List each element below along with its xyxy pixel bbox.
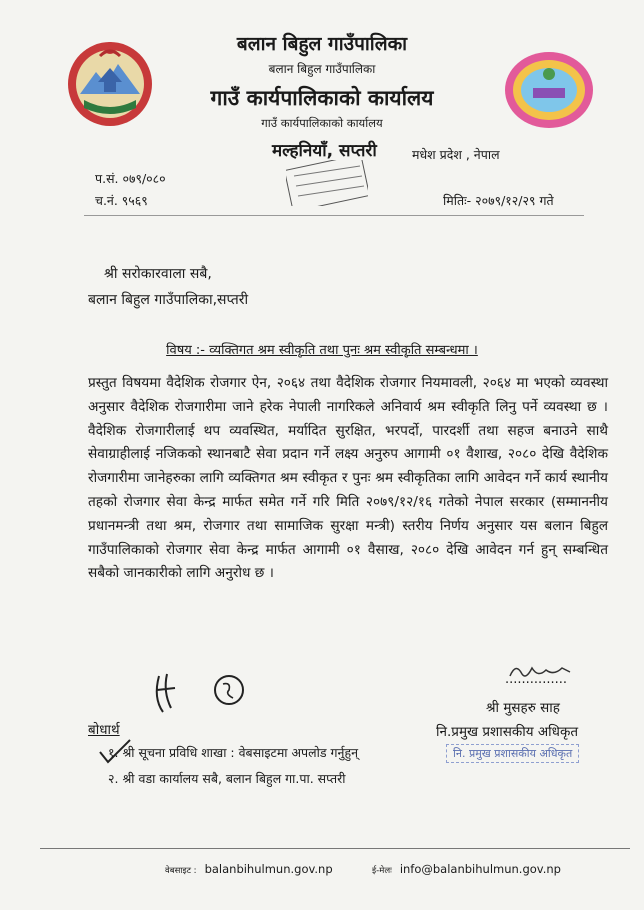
header-divider — [84, 215, 584, 216]
cc-item-1: १. श्री सूचना प्रविधि शाखा : वेबसाइटमा अपलोड गर्नुहुन् — [108, 745, 359, 760]
signature-line: ............... — [505, 672, 567, 687]
municipality-title: बलान बिहुल गाउँपालिका — [236, 33, 408, 55]
dispatch-stamp-icon — [286, 160, 368, 206]
email-link[interactable]: info@balanbihulmun.gov.np — [399, 862, 561, 876]
office-location: मल्हनियाँ, सप्तरी — [272, 141, 377, 161]
footer-email — [372, 862, 561, 876]
province-label: मधेश प्रदेश , नेपाल — [412, 147, 500, 162]
signatory-name: श्री मुसहरु साह — [486, 700, 560, 716]
designation-stamp: नि. प्रमुख प्रशासकीय अधिकृत — [446, 744, 579, 763]
footer-divider — [40, 848, 630, 849]
website-link[interactable]: balanbihulmun.gov.np — [204, 862, 333, 876]
office-title: गाउँ कार्यपालिकाको कार्यालय — [210, 86, 434, 110]
dispatch-number: च.नं. ९५६९ — [95, 193, 148, 208]
initials-signature-icon — [97, 668, 257, 716]
municipality-subtitle: बलान बिहुल गाउँपालिका — [268, 62, 376, 76]
cc-item-2: २. श्री वडा कार्यालय सबै, बलान बिहुल गा.पा. सप्तरी — [108, 771, 346, 786]
letter-subject: विषय :- व्यक्तिगत श्रम स्वीकृति तथा पुनः श्रम स्वीकृति सम्बन्धमा । — [166, 343, 478, 358]
signatory-designation: नि.प्रमुख प्रशासकीय अधिकृत — [436, 724, 579, 740]
footer-website — [165, 862, 333, 876]
addressee-line-2: बलान बिहुल गाउँपालिका,सप्तरी — [88, 292, 249, 308]
cc-label: बोधार्थ — [88, 722, 120, 738]
email-label: ई-मेलः — [372, 866, 392, 876]
website-label: वेबसाइट : — [165, 866, 197, 876]
addressee-line-1: श्री सरोकारवाला सबै, — [104, 266, 212, 282]
letter-serial-number: प.सं. ०७९/०८० — [95, 171, 166, 186]
letter-date: मितिः- २०७९/१२/२९ गते — [443, 193, 554, 208]
office-subtitle: गाउँ कार्यपालिकाको कार्यालय — [261, 116, 383, 130]
letter-body: प्रस्तुत विषयमा वैदेशिक रोजगार ऐन, २०६४ तथा वैदेशिक रोजगार नियमावली, २०६४ मा भएको व्यवस्था अनुसार वैदेशिक रोजगारीमा जाने हरेक नेपाली नागरिकले अनिवार्य श्रम स्वीकृति लिनु पर्ने व्यवस्था छ । वैदेशिक रोजगारीलाई थप व्यवस्थित, मर्यादित सुरक्षित, भरपर्दो, पारदर्शी तथा सहज बनाउने साथै सेवाग्राहीलाई नजिकको स्थानबाटै सेवा प्रदान गर्ने लक्ष्य अनुरुप आगामी ०१ वैशाख, २०८० देखि वैदेशिक रोजगारीमा जानेहरुका लागि व्यक्तिगत श्रम स्वीकृत र पुनः श्रम स्वीकृतिका लागि आवेदन गर्ने कार्य स्थानीय तहको रोजगार सेवा केन्द्र मार्फत समेत गर्ने गरि मिति २०७९/१२/१६ गतेको नेपाल सरकार (सम्माननीय प्रधानमन्त्री तथा श्रम, रोजगार तथा सामाजिक सुरक्षा मन्त्री) स्तरीय निर्णय अनुसार यस बलान बिहुल गाउँपालिकाको रोजगार सेवा केन्द्र मार्फत आगामी ०१ वैसाख, २०८० देखि आवेदन गर्न हुन् सम्बन्धित सबैको जानकारीको लागि अनुरोध छ । — [88, 375, 608, 582]
